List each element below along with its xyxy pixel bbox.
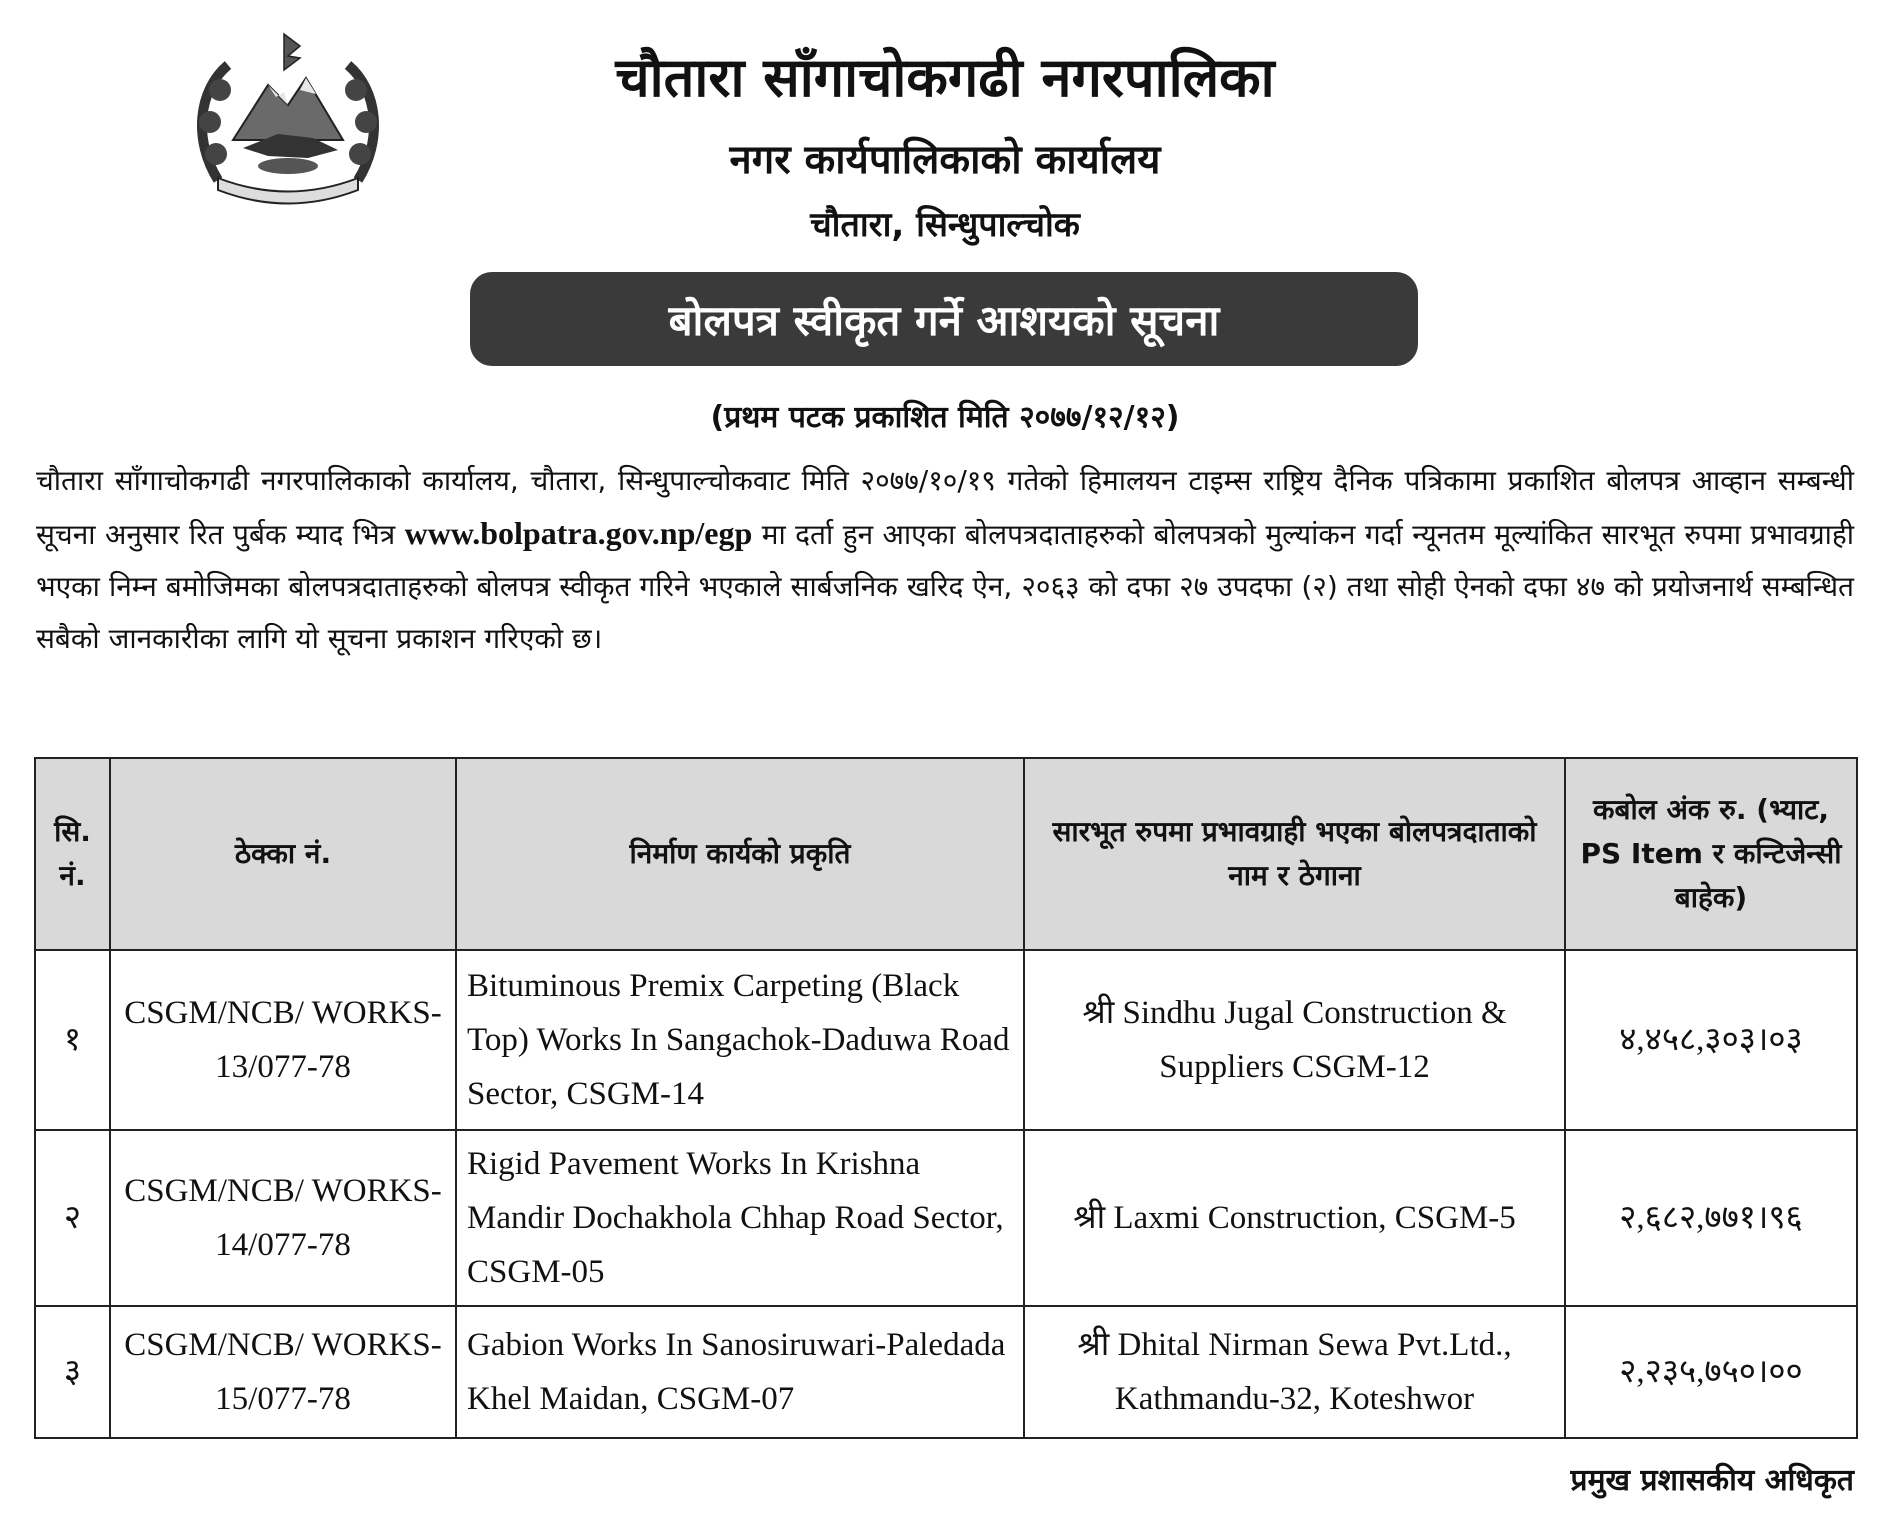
row-amount: ४,४५८,३०३।०३ — [1565, 950, 1857, 1130]
row-bidder: श्री Sindhu Jugal Construction & Suppliers CSGM-12 — [1024, 950, 1565, 1130]
row-contract-no: CSGM/NCB/ WORKS-13/077-78 — [110, 950, 456, 1130]
office-name: नगर कार्यपालिकाको कार्यालय — [729, 137, 1161, 183]
bolpatra-url-link[interactable]: www.bolpatra.gov.np/egp — [404, 515, 753, 551]
office-address: चौतारा, सिन्धुपाल्चोक — [810, 205, 1080, 245]
header-work: निर्माण कार्यको प्रकृति — [456, 758, 1024, 950]
first-published-date: (प्रथम पटक प्रकाशित मिति २०७७/१२/१२) — [710, 400, 1180, 435]
row-bidder: श्री Laxmi Construction, CSGM-5 — [1024, 1130, 1565, 1306]
header-bidder: सारभूत रुपमा प्रभावग्राही भएका बोलपत्रदाताको नाम र ठेगाना — [1024, 758, 1565, 950]
header-contract-no: ठेक्का नं. — [110, 758, 456, 950]
notice-body — [36, 455, 1854, 665]
header-amount: कबोल अंक रु. (भ्याट, PS Item र कन्टिजेन्सी बाहेक) — [1565, 758, 1857, 950]
notice-title-banner — [470, 272, 1418, 366]
notice-body-part1: चौतारा साँगाचोकगढी नगरपालिकाको कार्यालय, चौतारा, सिन्धुपाल्चोकवाट मिति २०७७/१०/१९ गतेको हिमालयन टाइम्स राष्ट्रिय दैनिक पत्रिकामा प्रकाशित बोलपत्र आव्हान सम्बन्धी सूचना अनुसार रित पुर्बक म्याद भित्र — [36, 464, 1854, 551]
row-sn: ३ — [35, 1306, 110, 1438]
table-header-row — [35, 758, 1857, 950]
table-row — [35, 1130, 1857, 1306]
municipality-name: चौतारा साँगाचोकगढी नगरपालिका — [615, 46, 1275, 109]
signatory-title: प्रमुख प्रशासकीय अधिकृत — [1570, 1463, 1854, 1498]
table-row — [35, 1306, 1857, 1438]
bid-acceptance-table — [34, 757, 1858, 1439]
row-work: Bituminous Premix Carpeting (Black Top) Works In Sangachok-Daduwa Road Sector, CSGM-14 — [456, 950, 1024, 1130]
row-contract-no: CSGM/NCB/ WORKS-14/077-78 — [110, 1130, 456, 1306]
row-amount: २,२३५,७५०।०० — [1565, 1306, 1857, 1438]
row-bidder: श्री Dhital Nirman Sewa Pvt.Ltd., Kathmandu-32, Koteshwor — [1024, 1306, 1565, 1438]
notice-body-part2: मा दर्ता हुन आएका बोलपत्रदाताहरुको बोलपत्रको मुल्यांकन गर्दा न्यूनतम मूल्यांकित सारभूत रुपमा प्रभावग्राही भएका निम्न बमोजिमका बोलपत्रदाताहरुको बोलपत्र स्वीकृत गरिने भएकाले सार्बजनिक खरिद ऐन, २०६३ को दफा २७ उपदफा (२) तथा सोही ऐनको दफा ४७ को प्रयोजनार्थ सम्बन्धित सबैको जानकारीका लागि यो सूचना प्रकाशन गरिएको छ। — [36, 518, 1855, 655]
row-sn: १ — [35, 950, 110, 1130]
table-row — [35, 950, 1857, 1130]
row-amount: २,६८२,७७१।९६ — [1565, 1130, 1857, 1306]
row-contract-no: CSGM/NCB/ WORKS-15/077-78 — [110, 1306, 456, 1438]
row-sn: २ — [35, 1130, 110, 1306]
header-sn: सि. नं. — [35, 758, 110, 950]
row-work: Gabion Works In Sanosiruwari-Paledada Khel Maidan, CSGM-07 — [456, 1306, 1024, 1438]
row-work: Rigid Pavement Works In Krishna Mandir Dochakhola Chhap Road Sector, CSGM-05 — [456, 1130, 1024, 1306]
notice-title: बोलपत्र स्वीकृत गर्ने आशयको सूचना — [668, 295, 1220, 345]
